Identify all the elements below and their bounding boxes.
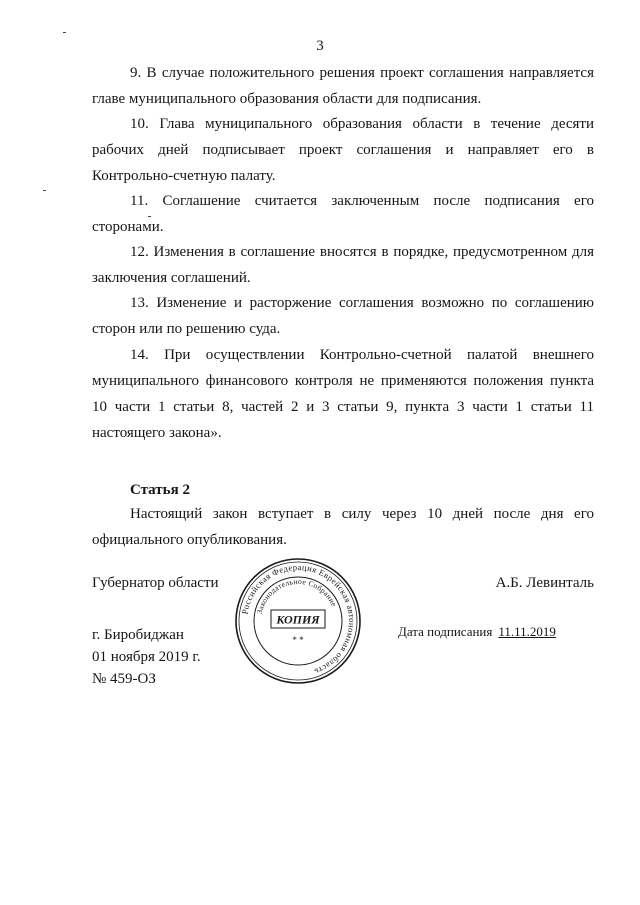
paragraph-14: 14. При осуществлении Контрольно-счетной палатой внешнего муниципального финансового контроля не применяются положения пункта 10 части 1 статьи 8, частей 2 и 3 статьи 9, пункта 3 части 1 статьи 11 настоящего закона». bbox=[92, 347, 594, 441]
paragraph-9: 9. В случае положительного решения проект соглашения направляется главе муниципального образования области для подписания. bbox=[92, 65, 594, 107]
paragraph-10: 10. Глава муниципального образования области в течение десяти рабочих дней подписывает проект соглашения и направляет его в Контрольно-счетную палату. bbox=[92, 116, 594, 184]
seal-center-text: КОПИЯ bbox=[276, 612, 320, 627]
law-number: № 459-ОЗ bbox=[92, 671, 156, 687]
signing-date-value: 11.11.2019 bbox=[498, 624, 556, 639]
seal-inner-text: Законодательное Собрание bbox=[254, 576, 339, 615]
paragraph-13: 13. Изменение и расторжение соглашения возможно по соглашению сторон или по решению суда. bbox=[92, 295, 594, 337]
official-seal bbox=[234, 557, 362, 685]
city-name: г. Биробиджан bbox=[92, 627, 184, 643]
article-2-heading: Статья 2 bbox=[130, 482, 190, 498]
governor-title: Губернатор области bbox=[92, 575, 219, 591]
seal-stars: * * bbox=[292, 635, 304, 645]
seal-outer-text: Российская Федерация Еврейская автономная область bbox=[239, 561, 358, 678]
paragraph-12: 12. Изменения в соглашение вносятся в порядке, предусмотренном для заключения соглашений. bbox=[92, 244, 594, 286]
scan-mark bbox=[43, 190, 46, 191]
law-date: 01 ноября 2019 г. bbox=[92, 649, 201, 665]
scan-mark bbox=[148, 216, 151, 217]
article-2-text: Настоящий закон вступает в силу через 10 дней после дня его официального опубликования. bbox=[92, 506, 594, 548]
paragraph-11: 11. Соглашение считается заключенным после подписания его сторонами. bbox=[92, 193, 594, 235]
signing-date bbox=[398, 621, 556, 643]
signatory-name: А.Б. Левинталь bbox=[495, 575, 594, 591]
page-number: 3 bbox=[316, 38, 324, 54]
signing-date-label: Дата подписания bbox=[398, 624, 493, 639]
scan-mark bbox=[63, 32, 66, 33]
